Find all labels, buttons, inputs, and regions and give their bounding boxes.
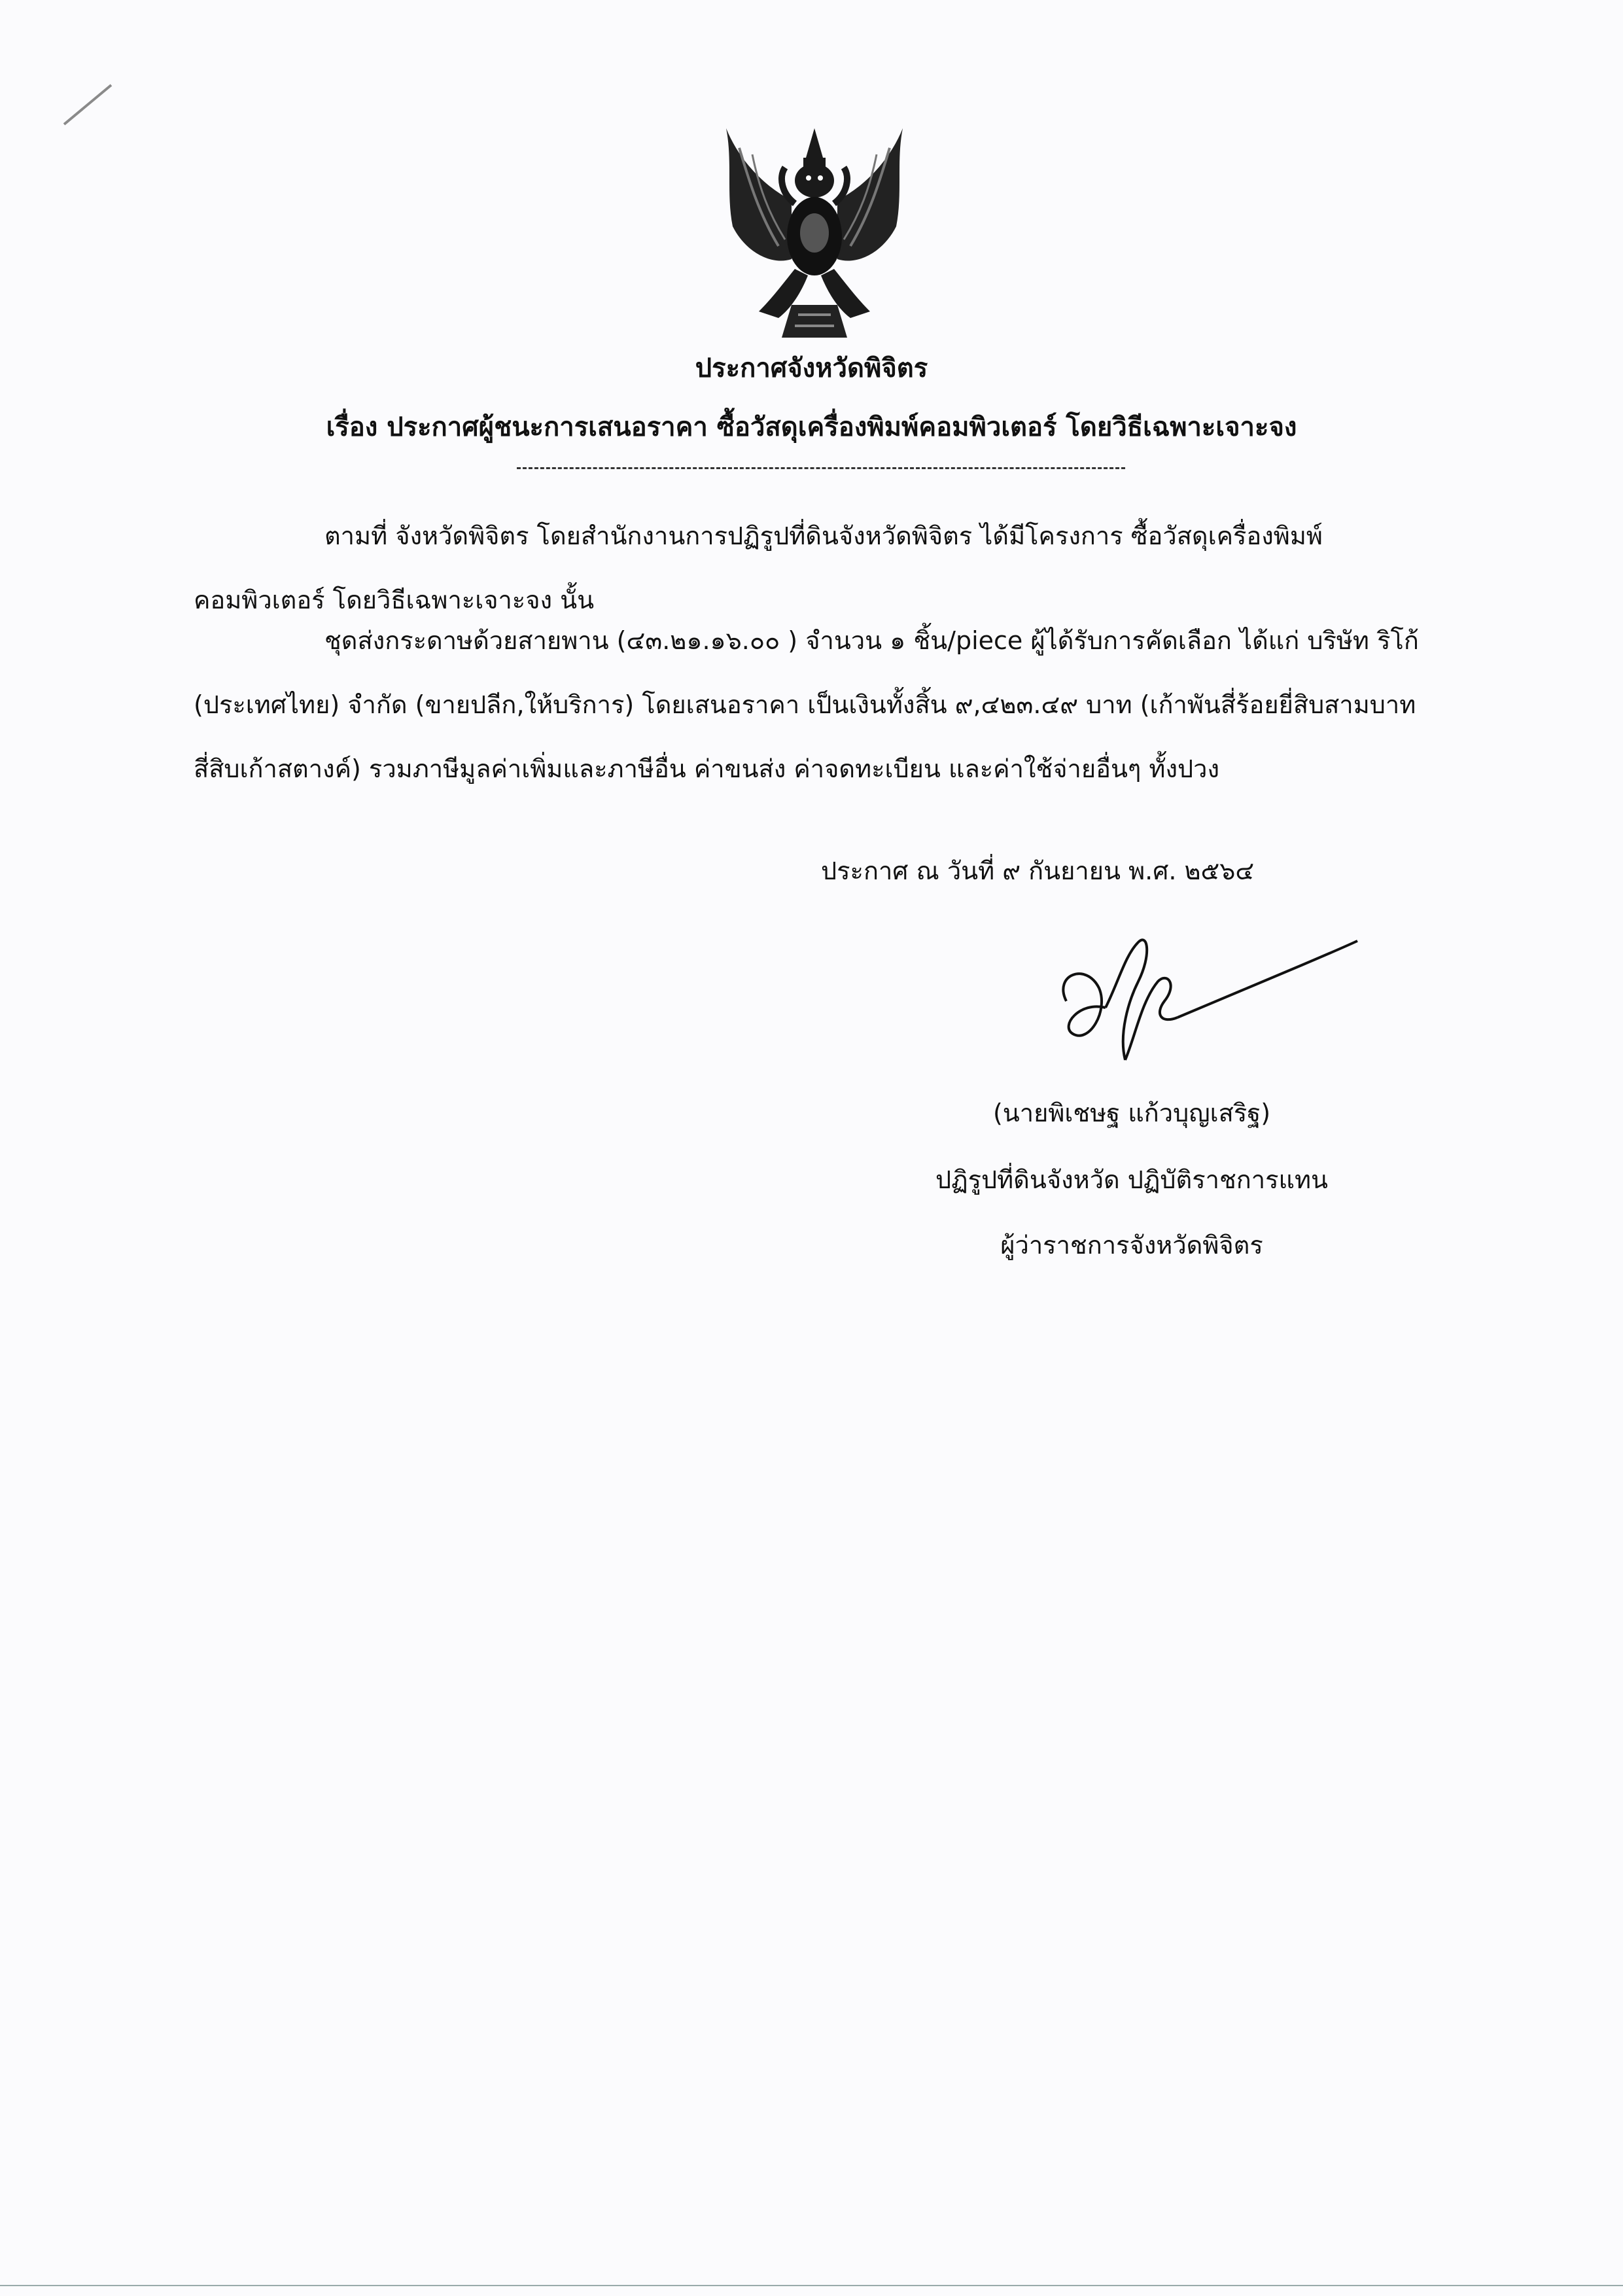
- handwritten-signature: [1027, 903, 1361, 1080]
- page-title: ประกาศจังหวัดพิจิตร: [695, 353, 928, 383]
- signatory-position-governor: ผู้ว่าราชการจังหวัดพิจิตร: [1000, 1231, 1263, 1260]
- paragraph-project-text: ตามที่ จังหวัดพิจิตร โดยสำนักงานการปฏิรูปที่ดินจังหวัดพิจิตร ได้มีโครงการ ซื้อวัสดุเครื่องพิมพ์คอมพิวเตอร์ โดยวิธีเฉพาะเจาะจง นั้น: [194, 521, 1323, 614]
- dashed-divider: [517, 467, 1125, 469]
- paragraph-winner-text: ชุดส่งกระดาษด้วยสายพาน (๔๓.๒๑.๑๖.๐๐ ) จำนวน ๑ ชิ้น/piece ผู้ได้รับการคัดเลือก ได้แก่ บริษัท ริโก้ (ประเทศไทย) จำกัด (ขายปลีก,ให้บริการ) โดยเสนอราคา เป็นเงินทั้งสิ้น ๙,๔๒๓.๔๙ บาท (เก้าพันสี่ร้อยยี่สิบสามบาทสี่สิบเก้าสตางค์) รวมภาษีมูลค่าเพิ่มและภาษีอื่น ค่าขนส่ง ค่าจดทะเบียน และค่าใช้จ่ายอื่นๆ ทั้งปวง: [194, 626, 1419, 783]
- garuda-emblem-icon: [713, 122, 916, 344]
- paragraph-winner: [194, 609, 1423, 801]
- announcement-date: ประกาศ ณ วันที่ ๙ กันยายน พ.ศ. ๒๕๖๔: [821, 857, 1255, 885]
- signatory-name: (นายพิเชษฐ แก้วบุญเสริฐ): [992, 1099, 1271, 1127]
- subject-line: เรื่อง ประกาศผู้ชนะการเสนอราคา ซื้อวัสดุเครื่องพิมพ์คอมพิวเตอร์ โดยวิธีเฉพาะเจาะจง: [326, 412, 1297, 442]
- signatory-position: ปฏิรูปที่ดินจังหวัด ปฏิบัติราชการแทน: [935, 1165, 1329, 1194]
- scan-mark: [59, 79, 124, 131]
- scan-edge-line: [0, 2285, 1623, 2286]
